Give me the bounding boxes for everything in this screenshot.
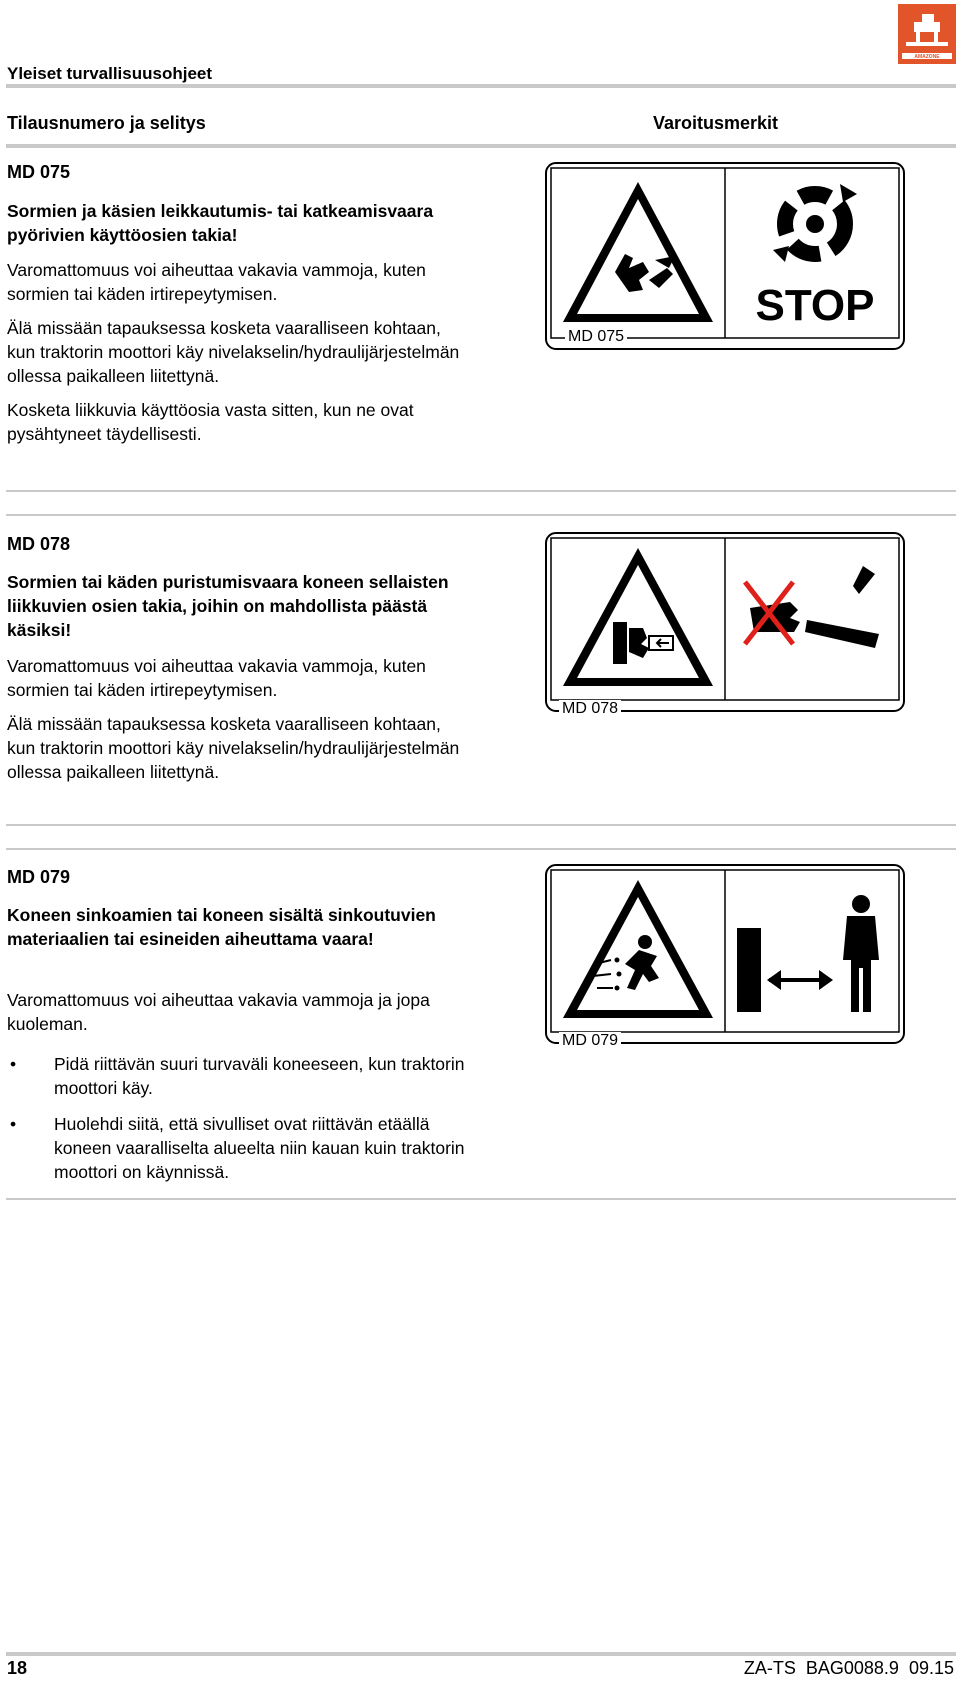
bullet-icon: • [10, 1054, 17, 1074]
column-heading-warning-signs: Varoitusmerkit [653, 113, 779, 133]
list-item-text: Huolehdi siitä, että sivulliset ovat riittävän etäällä koneen vaaralliselta alueelta niin kauan kuin traktorin moottori on käynnissä. [54, 1114, 465, 1182]
section-code-md075: MD 075 [7, 162, 71, 182]
footer-divider [6, 1652, 956, 1656]
section-code-md079: MD 079 [7, 867, 71, 887]
section-body-md078 [7, 654, 467, 794]
bullet-icon: • [10, 1114, 17, 1134]
section-divider [6, 1198, 956, 1200]
document-reference: ZA-TS BAG0088.9 09.15 [743, 1658, 954, 1678]
section-headline-md079: Koneen sinkoamien tai koneen sisältä sinkoutuvien materiaalien tai esineiden aiheuttama vaara! [7, 905, 436, 949]
page-header-title: Yleiset turvallisuusohjeet [7, 64, 213, 83]
paragraph: Kosketa liikkuvia käyttöosia vasta sitten, kun ne ovat pysähtyneet täydellisesti. [7, 400, 414, 444]
warning-sign-md078 [545, 532, 905, 717]
paragraph: Älä missään tapauksessa kosketa vaaralliseen kohtaan, kun traktorin moottori käy nivelakselin/hydraulijärjestelmän ollessa paikalleen liitettynä. [7, 318, 460, 386]
stop-text: STOP [755, 281, 875, 330]
column-heading-description: Tilausnumero ja selitys [7, 113, 206, 133]
section-headline-md078: Sormien tai käden puristumisvaara koneen sellaisten liikkuvien osien takia, joihin on mahdollista päästä käsiksi! [7, 572, 449, 640]
sign-label-md078: MD 078 [559, 700, 621, 718]
section-divider [6, 848, 956, 850]
list-item-text: Pidä riittävän suuri turvaväli koneeseen, kun traktorin moottori käy. [54, 1054, 465, 1098]
paragraph: Älä missään tapauksessa kosketa vaaralliseen kohtaan, kun traktorin moottori käy nivelakselin/hydraulijärjestelmän ollessa paikalleen liitettynä. [7, 714, 460, 782]
bullet-list-md079 [7, 1052, 467, 1196]
sign-label-md075: MD 075 [565, 328, 627, 346]
warning-sign-md075 [545, 162, 905, 350]
sign-label-md079: MD 079 [559, 1032, 621, 1050]
section-divider [6, 490, 956, 492]
amazone-logo [898, 4, 956, 64]
section-code-md078: MD 078 [7, 534, 71, 554]
column-heading-divider [6, 144, 956, 148]
header-divider [6, 84, 956, 88]
list-item [7, 1052, 467, 1100]
section-divider [6, 514, 956, 516]
section-body-md075 [7, 258, 467, 456]
section-headline-md075: Sormien ja käsien leikkautumis- tai katkeamisvaara pyörivien käyttöosien takia! [7, 201, 434, 245]
paragraph: Varomattomuus voi aiheuttaa vakavia vammoja ja jopa kuoleman. [7, 990, 430, 1034]
page-number: 18 [7, 1658, 28, 1678]
warning-sign-md079 [545, 864, 905, 1049]
section-body-md079 [7, 988, 467, 1046]
logo-text: AMAZONE [914, 54, 940, 60]
paragraph: Varomattomuus voi aiheuttaa vakavia vammoja, kuten sormien tai käden irtirepeytymisen. [7, 260, 426, 304]
paragraph: Varomattomuus voi aiheuttaa vakavia vammoja, kuten sormien tai käden irtirepeytymisen. [7, 656, 426, 700]
list-item [7, 1112, 467, 1184]
section-divider [6, 824, 956, 826]
